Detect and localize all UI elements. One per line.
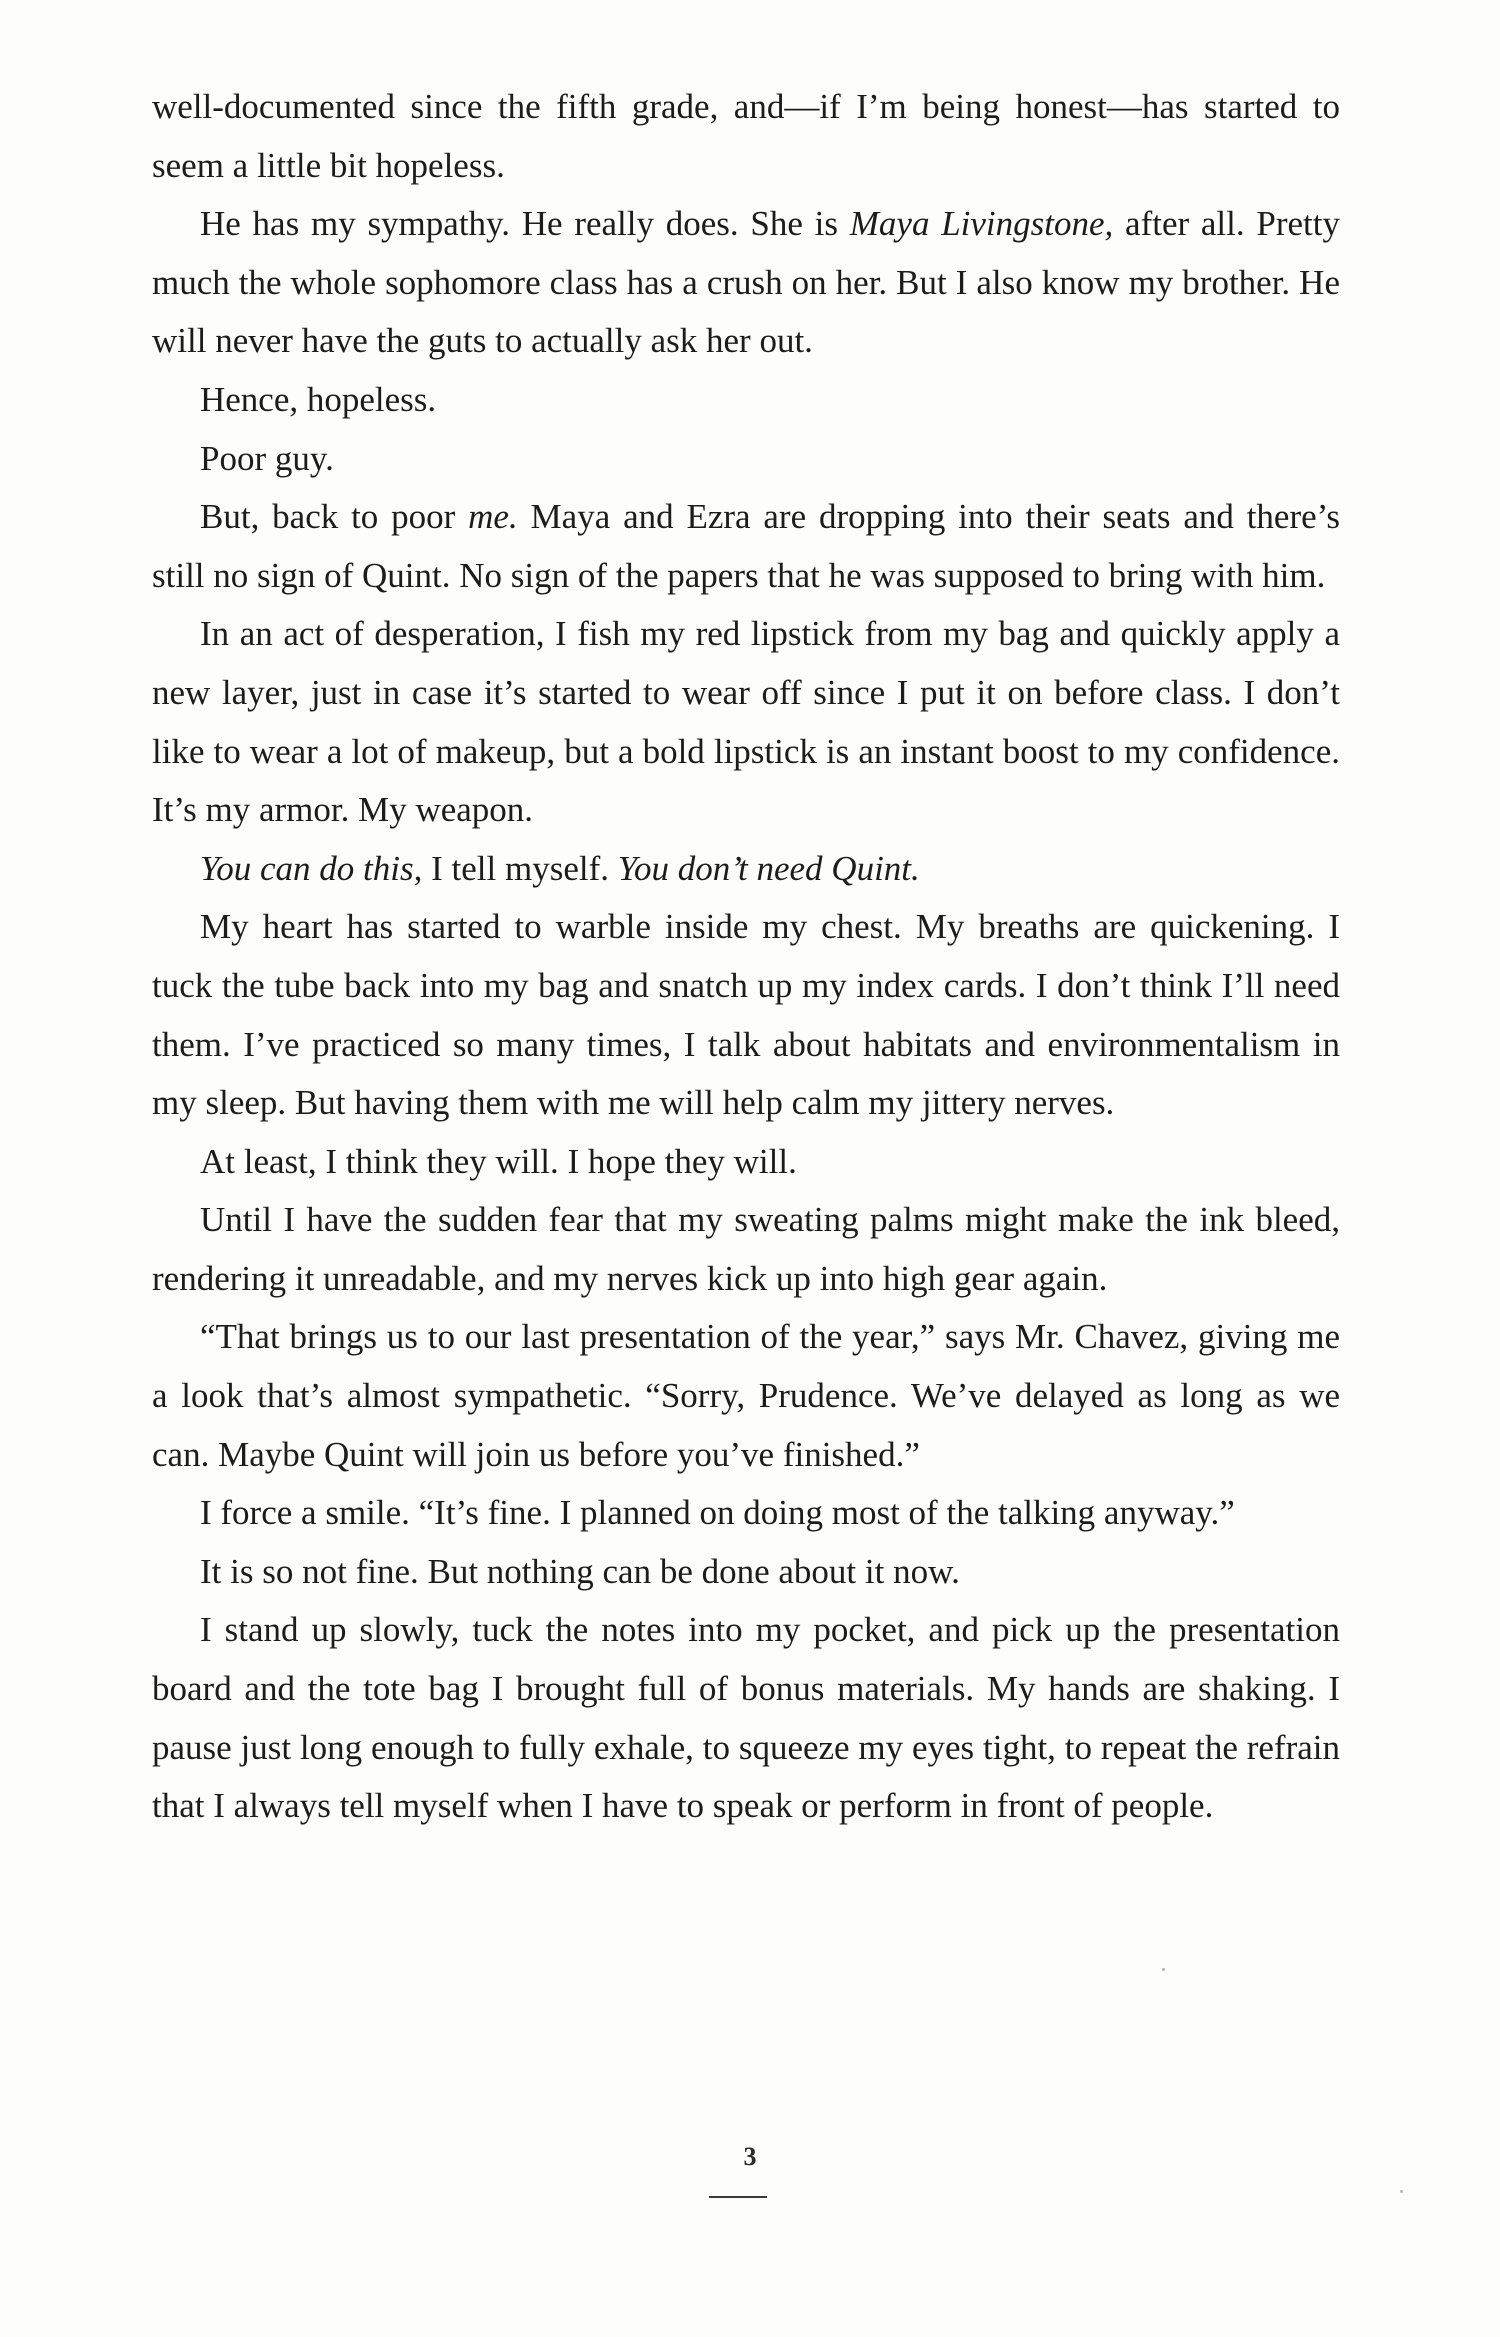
paragraph [152,840,1340,899]
body-text [152,78,1340,1836]
page-number-rule [709,2196,767,2198]
paragraph [152,78,1340,195]
text-segment: Hence, hopeless. [200,379,437,419]
text-segment: well-documented since the fifth grade, and—if I’m being honest—has started to seem a little bit hopeless. [152,87,1340,185]
italic-text: me. [468,497,518,537]
italic-text: You don’t need Quint. [617,848,920,888]
text-segment: “That brings us to our last presentation of the year,” says Mr. Chavez, giving me a look that’s almost sympathetic. “Sorry, Prudence. We’ve delayed as long as we can. Maybe Quint will join us before you’ve finished.” [152,1317,1340,1474]
text-segment: Poor guy. [200,438,334,478]
paper-speck [1162,1968,1165,1971]
paragraph [152,898,1340,1132]
text-segment: At least, I think they will. I hope they will. [200,1141,797,1181]
page-number: 3 [743,2142,757,2171]
italic-text: Maya Livingstone, [849,204,1114,244]
paper-speck [1400,2190,1403,2193]
paragraph [152,1191,1340,1308]
paragraph [152,1543,1340,1602]
paragraph [152,430,1340,489]
text-segment: It is so not fine. But nothing can be done about it now. [200,1551,960,1591]
text-segment: Until I have the sudden fear that my sweating palms might make the ink bleed, rendering it unreadable, and my nerves kick up into high gear again. [152,1200,1340,1298]
italic-text: You can do this, [200,848,423,888]
paragraph [152,1133,1340,1192]
paragraph [152,488,1340,605]
text-segment: I stand up slowly, tuck the notes into my pocket, and pick up the presentation board and the tote bag I brought full of bonus materials. My hands are shaking. I pause just long enough to fully exhale, to squeeze my eyes tight, to repeat the refrain that I always tell myself when I have to speak or perform in front of people. [152,1610,1340,1826]
text-segment: I force a smile. “It’s fine. I planned on doing most of the talking anyway.” [200,1493,1235,1533]
text-segment: Maya and Ezra are dropping into their seats and there’s still no sign of Quint. No sign of the papers that he was supposed to bring with him. [152,497,1340,595]
paragraph [152,605,1340,839]
text-segment: He has my sympathy. He really does. She is [200,204,850,244]
text-segment: But, back to poor [200,497,469,537]
paragraph [152,195,1340,371]
paragraph [152,371,1340,430]
paragraph [152,1484,1340,1543]
text-segment: I tell myself. [422,848,618,888]
paragraph [152,1601,1340,1835]
paragraph [152,1308,1340,1484]
text-segment: In an act of desperation, I fish my red lipstick from my bag and quickly apply a new layer, just in case it’s started to wear off since I put it on before class. I don’t like to wear a lot of makeup, but a bold lipstick is an instant boost to my confidence. It’s my armor. My weapon. [152,614,1340,830]
text-segment: after all. Pretty much the whole sophomore class has a crush on her. But I also know my brother. He will never have the guts to actually ask her out. [152,204,1340,361]
text-segment: My heart has started to warble inside my chest. My breaths are quickening. I tuck the tube back into my bag and snatch up my index cards. I don’t think I’ll need them. I’ve practiced so many times, I talk about habitats and environmentalism in my sleep. But having them with me will help calm my jittery nerves. [152,907,1340,1123]
